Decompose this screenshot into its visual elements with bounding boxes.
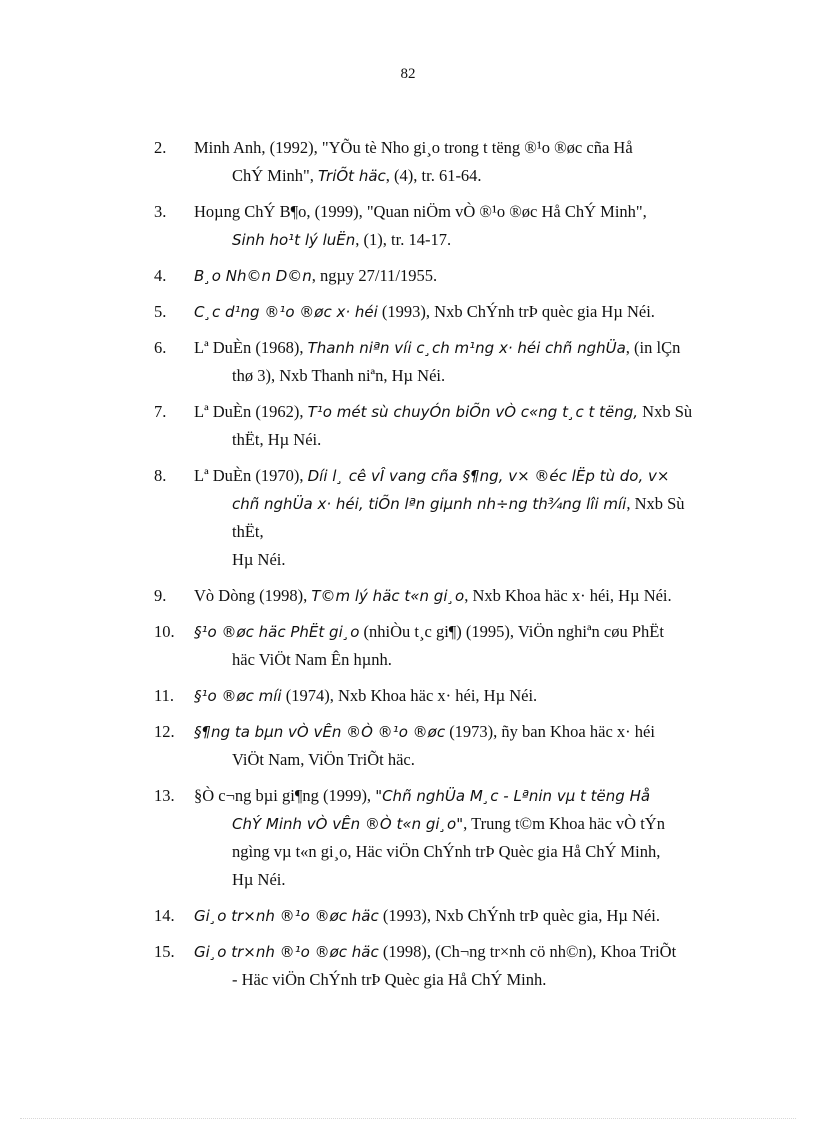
reference-title: B¸o Nh©n D©n: [194, 267, 312, 285]
reference-line: [194, 902, 739, 930]
reference-number: 12.: [154, 722, 175, 741]
reference-line: [194, 938, 739, 966]
reference-text: - Häc viÖn ChÝnh trÞ Quèc gia Hå ChÝ Minh.: [232, 970, 547, 989]
reference-title: "Chñ nghÜa M¸c - Lªnin vµ t tëng Hå: [375, 787, 651, 805]
reference-title: Sinh ho¹t lý luËn: [232, 231, 356, 249]
reference-line: [194, 782, 739, 810]
reference-title: T¹o mét sù chuyÓn biÕn vÒ c«ng t¸c t tëng,: [307, 403, 639, 421]
reference-line: [194, 198, 739, 226]
reference-number: 7.: [154, 402, 167, 421]
reference-line: [194, 810, 739, 838]
reference-text: §Ò c¬ng bµi gi¶ng (1999),: [194, 786, 376, 805]
reference-title: Gi¸o tr×nh ®¹o ®øc häc: [194, 907, 379, 925]
reference-number: 9.: [154, 586, 167, 605]
reference-text: (1974), Nxb Khoa häc x· héi, Hµ Néi.: [281, 686, 538, 705]
reference-text: Hoµng ChÝ B¶o, (1999), "Quan niÖm vÒ ®¹o ®øc Hå ChÝ Minh",: [194, 202, 647, 221]
reference-text: thËt,: [232, 522, 264, 541]
reference-title: C¸c d¹ng ®¹o ®øc x· héi: [194, 303, 378, 321]
reference-line: [194, 426, 739, 454]
reference-line: [194, 546, 739, 574]
reference-text: Lª DuÈn (1962),: [194, 402, 308, 421]
reference-text: , Trung t©m Khoa häc vÒ tÝn: [463, 814, 665, 833]
reference-text: (1973), ñy ban Khoa häc x· héi: [445, 722, 655, 741]
reference-item: [154, 682, 739, 710]
reference-line: [194, 966, 739, 994]
reference-text: Hµ Néi.: [232, 550, 286, 569]
reference-text: , (1), tr. 14-17.: [355, 230, 452, 249]
reference-number: 10.: [154, 622, 175, 641]
reference-number: 8.: [154, 466, 167, 485]
reference-title: §¹o ®øc míi: [194, 687, 282, 705]
reference-number: 2.: [154, 138, 167, 157]
reference-line: [194, 866, 739, 894]
reference-line: [194, 718, 739, 746]
reference-item: [154, 198, 739, 254]
reference-title: Díi l¸ cê vÎ vang cña §¶ng, v× ®éc lËp tù do, v×: [307, 467, 670, 485]
reference-title: T©m lý häc t«n gi¸o: [311, 587, 465, 605]
reference-text: , ngµy 27/11/1955.: [311, 266, 438, 285]
reference-line: [194, 682, 739, 710]
reference-text: thËt, Hµ Néi.: [232, 430, 322, 449]
reference-text: (1993), Nxb ChÝnh trÞ quèc gia Hµ Néi.: [377, 302, 655, 321]
reference-line: [194, 134, 739, 162]
reference-line: [194, 838, 739, 866]
reference-line: [194, 362, 739, 390]
reference-number: 4.: [154, 266, 167, 285]
reference-line: [194, 582, 739, 610]
reference-text: Vò Dòng (1998),: [194, 586, 312, 605]
reference-line: [194, 462, 739, 490]
reference-line: [194, 398, 739, 426]
reference-number: 13.: [154, 786, 175, 805]
reference-number: 15.: [154, 942, 175, 961]
reference-text: ngìng vµ t«n gi¸o, Häc viÖn ChÝnh trÞ Quèc gia Hå ChÝ Minh,: [232, 842, 661, 861]
reference-item: [154, 334, 739, 390]
reference-item: [154, 398, 739, 454]
reference-title: Gi¸o tr×nh ®¹o ®øc häc: [194, 943, 379, 961]
reference-item: [154, 718, 739, 774]
reference-line: [194, 298, 739, 326]
reference-title: chñ nghÜa x· héi, tiÕn lªn giµnh nh÷ng th¾ng lîi míi: [232, 495, 627, 513]
reference-number: 14.: [154, 906, 175, 925]
reference-number: 6.: [154, 338, 167, 357]
reference-text: (1993), Nxb ChÝnh trÞ quèc gia, Hµ Néi.: [378, 906, 660, 925]
reference-text: , Nxb Sù: [626, 494, 685, 513]
reference-text: ViÖt Nam, ViÖn TriÕt häc.: [232, 750, 415, 769]
reference-line: [194, 518, 739, 546]
reference-line: [194, 162, 739, 190]
reference-text: , (in lÇn: [625, 338, 681, 357]
reference-text: Lª DuÈn (1970),: [194, 466, 308, 485]
reference-number: 5.: [154, 302, 167, 321]
reference-line: [194, 646, 739, 674]
reference-text: thø 3), Nxb Thanh niªn, Hµ Néi.: [232, 366, 446, 385]
page-number: 82: [400, 66, 416, 82]
reference-text: Hµ Néi.: [232, 870, 286, 889]
reference-title: §¹o ®øc häc PhËt gi¸o: [194, 623, 360, 641]
reference-line: [194, 262, 739, 290]
reference-list: [154, 134, 739, 1002]
page-bottom-rule: [20, 1118, 796, 1119]
reference-item: [154, 938, 739, 994]
reference-text: Lª DuÈn (1968),: [194, 338, 308, 357]
reference-number: 11.: [154, 686, 175, 705]
reference-line: [194, 618, 739, 646]
reference-title: Thanh niªn víi c¸ch m¹ng x· héi chñ nghÜa: [307, 339, 626, 357]
reference-item: [154, 902, 739, 930]
reference-line: [194, 490, 739, 518]
reference-line: [194, 746, 739, 774]
reference-item: [154, 618, 739, 674]
reference-item: [154, 262, 739, 290]
reference-title: TriÕt häc: [318, 167, 386, 185]
reference-text: häc ViÖt Nam Ên hµnh.: [232, 650, 392, 669]
reference-text: (1998), (Ch¬ng tr×nh cö nh©n), Khoa TriÕt: [378, 942, 677, 961]
reference-text: Nxb Sù: [638, 402, 693, 421]
reference-item: [154, 134, 739, 190]
reference-title: §¶ng ta bµn vÒ vÊn ®Ò ®¹o ®øc: [194, 723, 446, 741]
reference-item: [154, 462, 739, 574]
reference-line: [194, 226, 739, 254]
reference-item: [154, 782, 739, 894]
reference-item: [154, 298, 739, 326]
reference-text: (nhiÒu t¸c gi¶) (1995), ViÖn nghiªn cøu PhËt: [359, 622, 664, 641]
reference-line: [194, 334, 739, 362]
reference-text: ChÝ Minh",: [232, 166, 319, 185]
reference-text: Minh Anh, (1992), "YÕu tè Nho gi¸o trong t tëng ®¹o ®øc cña Hå: [194, 138, 633, 157]
reference-text: , (4), tr. 61-64.: [385, 166, 482, 185]
reference-title: ChÝ Minh vÒ vÊn ®Ò t«n gi¸o": [232, 815, 464, 833]
reference-text: , Nxb Khoa häc x· héi, Hµ Néi.: [464, 586, 672, 605]
reference-item: [154, 582, 739, 610]
reference-number: 3.: [154, 202, 167, 221]
